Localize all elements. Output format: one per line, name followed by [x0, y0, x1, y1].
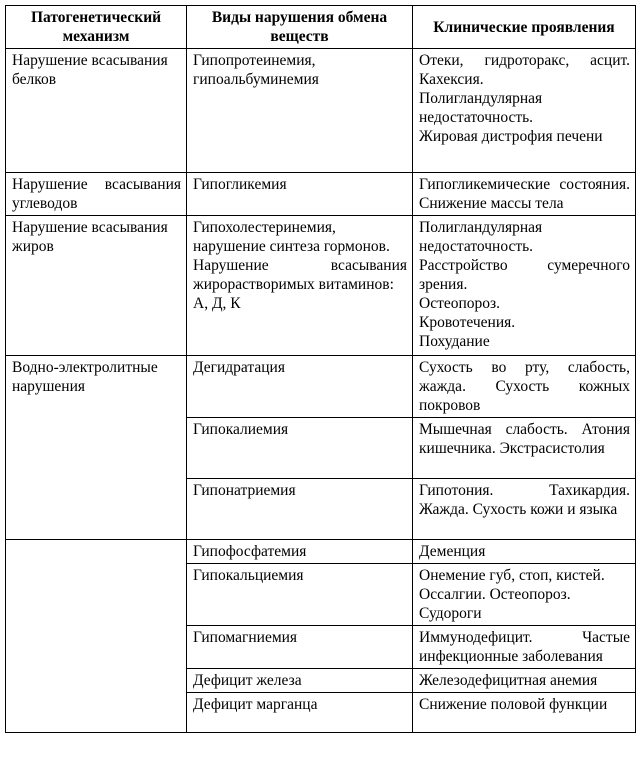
clinical-cell: Гипотония. Тахикардия. Жажда. Сухость кожи и языка	[413, 479, 636, 540]
clinical-cell: Сухость во рту, слабость, жажда. Сухость кожных покровов	[413, 356, 636, 418]
clinical-cell: Железодефицитная анемия	[413, 669, 636, 693]
header-mechanism: Патогенетический механизм	[6, 6, 187, 49]
metabolism-type-cell: Гипокальциемия	[187, 564, 413, 626]
metabolism-type-cell: Гипогликемия	[187, 173, 413, 216]
clinical-line: Остеопороз.	[419, 295, 501, 312]
clinical-cell: Деменция	[413, 540, 636, 564]
table-row	[6, 356, 636, 418]
mechanism-cell: Нарушение всасывания углеводов	[6, 173, 187, 216]
table-row	[6, 216, 636, 356]
pathogenesis-table	[5, 5, 636, 733]
metabolism-type-cell	[187, 216, 413, 356]
metabolism-type-line: Гипохолестеринемия, нарушение синтеза гормонов.	[193, 219, 390, 255]
metabolism-type-cell: Дефицит марганца	[187, 693, 413, 733]
clinical-cell: Снижение половой функции	[413, 693, 636, 733]
header-metabolism-type: Виды нарушения обмена веществ	[187, 6, 413, 49]
clinical-line: Похудание	[419, 333, 490, 350]
metabolism-type-cell: Гипомагниемия	[187, 626, 413, 669]
clinical-cell	[413, 49, 636, 173]
table-header-row	[6, 6, 636, 49]
metabolism-type-cell: Гипопротеинемия, гипоальбуминемия	[187, 49, 413, 173]
clinical-cell: Мышечная слабость. Атония кишечника. Экстрасистолия	[413, 418, 636, 479]
clinical-line: Полигландулярная недостаточность.	[419, 90, 543, 126]
clinical-line: Оссалгии. Остеопороз.	[419, 586, 571, 603]
mechanism-cell: Нарушение всасывания жиров	[6, 216, 187, 356]
clinical-line: Расстройство сумеречного зрения.	[419, 257, 630, 293]
clinical-line: Жировая дистрофия печени	[419, 128, 603, 145]
clinical-cell	[413, 216, 636, 356]
mechanism-cell: Нарушение всасывания белков	[6, 49, 187, 173]
metabolism-type-cell: Дефицит железа	[187, 669, 413, 693]
clinical-line: Отеки, гидроторакс, асцит. Кахексия.	[419, 52, 630, 88]
clinical-cell: Гипогликемические состояния. Снижение массы тела	[413, 173, 636, 216]
clinical-line: Онемение губ, стоп, кистей.	[419, 567, 605, 584]
header-clinical: Клинические проявления	[413, 6, 636, 49]
clinical-cell: Иммунодефицит. Частые инфекционные заболевания	[413, 626, 636, 669]
clinical-cell	[413, 564, 636, 626]
clinical-line: Полигландулярная недостаточность.	[419, 219, 543, 255]
table-row	[6, 173, 636, 216]
metabolism-type-cell: Дегидратация	[187, 356, 413, 418]
mechanism-cell: Водно-электролитные нарушения	[6, 356, 187, 540]
metabolism-type-cell: Гипофосфатемия	[187, 540, 413, 564]
table-row	[6, 540, 636, 564]
clinical-line: Кровотечения.	[419, 314, 516, 331]
metabolism-type-line: А, Д, К	[193, 295, 241, 312]
mechanism-cell	[6, 540, 187, 733]
clinical-line: Судороги	[419, 605, 482, 622]
metabolism-type-line: Нарушение всасывания жирорастворимых витаминов:	[193, 257, 407, 293]
metabolism-type-cell: Гипокалиемия	[187, 418, 413, 479]
metabolism-type-cell: Гипонатриемия	[187, 479, 413, 540]
table-row	[6, 49, 636, 173]
